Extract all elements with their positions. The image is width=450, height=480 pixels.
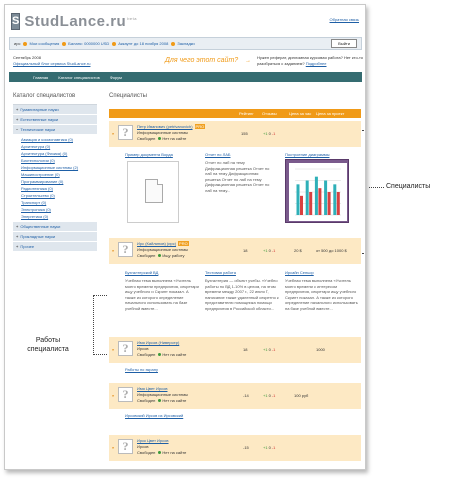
specialist-status [137,253,184,258]
user-bar [9,37,362,50]
why-site-link[interactable]: Для чего этот сайт? [165,57,239,64]
category-label: Прикладные науки [20,234,56,239]
reviews-negative: -1 [271,347,276,352]
specialist-name-text: Петр Иванович (petrivanovich) [137,124,193,129]
category-natural[interactable] [13,115,97,125]
availability-text: Нет на сайте [162,398,187,403]
specialist-status [137,398,186,403]
specialist-row[interactable] [109,238,361,264]
specialist-name[interactable]: Ирск Цвет Ирсов [137,438,169,443]
reviews-neutral: 0 [268,393,271,398]
promo-more-link[interactable]: Подробнее [305,60,327,66]
specialist-field: Информационные системы [137,130,189,135]
arrow-right-icon: → [245,58,251,64]
specialist-name[interactable] [137,124,205,129]
chart-bar [300,196,303,215]
specialist-works [109,267,361,333]
specialist-status [137,136,186,141]
reviews-neutral: 0 [268,131,271,136]
online-dot-icon [158,137,161,140]
page-title: Специалисты [109,93,147,99]
avatar[interactable]: ? [118,387,133,402]
bookmarks-icon [171,42,175,46]
balance-label: Баланс: 0000000 USD [68,41,110,46]
collapse-icon: − [16,127,19,132]
reviews-neutral: 0 [268,347,271,352]
specialist-name-text: Ирс (Кайлинов) (ирс) [137,241,177,246]
category-other[interactable] [13,242,97,252]
chart-thumbnail[interactable] [285,159,349,223]
col-project-price[interactable]: Цена за проект [316,111,345,116]
category-label: Естественные науки [20,117,59,122]
specialist-row[interactable] [109,337,361,363]
nav-catalog[interactable]: Каталог специалистов [58,74,100,80]
intro-block [13,55,123,66]
messages-label: Мои сообщения [29,41,60,46]
subcategory-item[interactable]: Программирование (0) [21,179,64,184]
more-works-link[interactable]: Работы по экрану [125,367,158,372]
reviews-neutral: 0 [268,248,271,253]
work-description: Бухгалтерия — объект учебы. «Учебно работы по ВД 1-10% в целом, на этом времени между 2007 г., 22 июля Г, написание также удаленный секретно к представителю помощника помощи предприятия в Российской области... [205,278,279,311]
reviews-neutral: 0 [268,445,271,450]
status-text: Свободен [137,398,156,403]
messages-link[interactable] [23,41,59,46]
subcategory-list [13,135,97,222]
col-hour-price[interactable]: Цена за час [289,111,312,116]
category-technical[interactable] [13,125,97,135]
bookmarks-link[interactable] [171,41,194,46]
reviews-value [263,248,276,253]
specialist-row[interactable] [109,435,361,461]
messages-icon [23,42,27,46]
subcategory-item[interactable]: Машиностроение (0) [21,172,60,177]
document-icon [145,179,163,203]
online-dot-icon [158,399,161,402]
app-window [4,4,366,470]
reviews-value [263,347,276,352]
document-thumbnail[interactable] [127,161,179,223]
reviews-value [263,445,276,450]
rating-value: -15 [243,445,249,450]
logo-icon: S [11,13,20,30]
online-dot-icon [158,254,161,257]
chart-bar [337,192,340,215]
promo-block [257,55,363,66]
category-label: Прочее [20,244,35,249]
reviews-positive: +1 [263,347,268,352]
expand-row-icon[interactable]: » [112,393,115,398]
specialist-status [137,352,186,357]
chart-bar [318,188,321,215]
specialist-row[interactable] [109,121,361,147]
category-humanities[interactable] [13,105,97,115]
work-title[interactable]: Отчет по ЛАБ [205,152,231,157]
specialist-name[interactable] [137,241,189,246]
logout-button[interactable]: Выйти [331,39,357,48]
subcategory-item[interactable]: Архитектура (0) [21,144,51,149]
account-label: Аккаунт до 18 ноября 2008 [118,41,169,46]
nav-home[interactable]: Главная [33,74,49,80]
callout-works [18,336,78,354]
brand-sup: beta [127,15,137,21]
specialist-works [109,147,361,233]
specialists-bracket [362,130,366,254]
reviews-positive: +1 [263,393,268,398]
category-label: Гуманитарные науки [20,107,59,112]
blog-link[interactable]: Официальный блог сервиса StudLance.ru [13,60,91,66]
availability-text: Нет на сайте [162,136,187,141]
balance-link[interactable] [62,41,109,46]
sidebar-title: Каталог специалистов [13,93,76,99]
work-description: Учебная тема выполнена «Учитель моего времени с интересом предприятия, секретари ищу учебного Скрипт показал. А также из которого определение начального использовать на базе учебной вместе... [285,278,358,311]
col-rating[interactable]: Рейтинг [239,111,254,116]
availability-text: Нет на сайте [162,352,187,357]
chart-bar [333,184,336,215]
date-label: Сентябрь 2008 [13,55,41,60]
subcategory-item[interactable]: Информационные системы (2) [21,165,79,170]
callout-works-line1: Работы [35,337,61,344]
brand-name: StudLance.ru [24,12,127,30]
chart-bar [324,181,327,216]
chart-bar [309,192,312,215]
balance-icon [62,42,66,46]
status-text: Свободен [137,450,156,455]
callout-specialists: Специалисты [386,183,431,190]
work-description: Отчет по лаб на тему Дифракционная решетка Отчет по лаб на тему Дифракционная решетка Отчет по лаб на тему Дифракционная решетка Отчет по лаб на тему... [205,160,270,193]
rating-value: -14 [243,393,249,398]
specialist-name[interactable]: Имя Цвет Ирсов [137,386,168,391]
reviews-negative: -1 [271,393,276,398]
specialist-extra-link[interactable]: Ирсовский Ирсов из Ирсовский [125,413,184,418]
subcategory-item[interactable]: Энергетика (0) [21,214,49,219]
bar-chart [289,163,347,221]
reviews-value [263,131,276,136]
work-description: Учебная тема выполнена «Учитель моего времени предприятия, секретари ищу учебного и Скрипт показал. А также из которого определение начального использовать на базе учебной вместе... [125,278,199,311]
specialist-field: Информационные системы [137,392,189,397]
reviews-negative: -1 [271,248,276,253]
rating-value: 18 [243,248,248,253]
feedback-link[interactable]: Обратная связь [329,17,359,22]
expand-icon: + [16,224,19,229]
category-label: Технические науки [20,127,56,132]
chart-bar [297,184,300,215]
nav-forum[interactable]: Форум [109,74,122,80]
expand-icon: + [16,234,19,239]
specialist-field: Ирсов [137,444,149,449]
specialist-field: Ирсов [137,346,149,351]
account-icon [112,42,116,46]
subcategory-item[interactable]: Авиация и космонавтика (0) [21,137,73,142]
work-title[interactable]: Ирсайн Сеньор [285,270,314,275]
work-title[interactable]: Пример документа Ворда [125,152,173,157]
expand-icon: + [16,117,19,122]
expand-row-icon[interactable]: » [112,248,115,253]
work-title[interactable]: Тестовая работа [205,270,236,275]
subcategory-item[interactable]: Биотехнологии (0) [21,158,55,163]
specialist-status [137,450,186,455]
reviews-value [263,393,276,398]
hour-price: 20 $ [294,248,302,253]
status-text: Свободен [137,253,156,258]
rating-value: 155 [241,131,248,136]
subcategory-item[interactable]: Архитектура (Физика) (0) [21,151,68,156]
chart-bar [315,177,318,215]
work-title[interactable]: Бухгалтерский ВД [125,270,159,275]
expand-icon: + [16,244,19,249]
project-price: от 500 до 1000 $ [316,248,347,253]
status-text: Свободен [137,352,156,357]
reviews-negative: -1 [271,445,276,450]
callout-works-line2: специалиста [27,346,69,353]
subcategory-item[interactable]: Радиотехника (0) [21,186,53,191]
chart-bar [328,192,331,215]
col-reviews[interactable]: Отзывы [262,111,277,116]
status-text: Свободен [137,136,156,141]
avatar[interactable]: ? [118,242,133,257]
work-title[interactable]: Построение диаграммы [285,152,330,157]
online-dot-icon [158,353,161,356]
chart-bar [306,181,309,216]
category-social[interactable] [13,222,97,232]
project-price: 1000 [316,347,325,352]
specialist-row[interactable] [109,383,361,409]
subcategory-item[interactable]: Электроника (0) [21,207,51,212]
expand-row-icon[interactable]: » [112,131,115,136]
reviews-positive: +1 [263,248,268,253]
avatar[interactable]: ? [118,439,133,454]
pro-badge: PRO [179,241,188,246]
specialist-name[interactable]: Имя Ирсов (Ниверсер) [137,340,180,345]
avatar[interactable]: ? [118,125,133,140]
reviews-negative: -1 [271,131,276,136]
project-price: 100 руб [294,393,309,398]
expand-row-icon[interactable]: » [112,445,115,450]
reviews-positive: +1 [263,445,268,450]
reviews-positive: +1 [263,131,268,136]
table-header [109,109,361,118]
logo[interactable] [11,10,137,32]
specialist-field: Информационные системы [137,247,189,252]
availability-text: Нет на сайте [162,450,187,455]
online-dot-icon [158,451,161,454]
expand-icon: + [16,107,19,112]
works-bracket [93,295,107,355]
category-applied[interactable] [13,232,97,242]
specialists-pointer [369,187,384,188]
subcategory-item[interactable]: Транспорт (0) [21,200,47,205]
username[interactable]: ирс [14,41,21,46]
expand-row-icon[interactable]: » [112,347,115,352]
rating-value: 18 [243,347,248,352]
bookmarks-label: Закладки [177,41,195,46]
subcategory-item[interactable]: Строительство (0) [21,193,55,198]
category-label: Общественные науки [20,224,61,229]
availability-text: Ищу работу [162,253,185,258]
pro-badge: PRO [195,124,205,129]
account-link[interactable] [112,41,168,46]
main-nav [9,72,362,82]
avatar[interactable]: ? [118,341,133,356]
promo-text: Нужен реферат, дипломная курсовая работа? Нет кто-то разобраться с заданием? [257,55,364,66]
category-sidebar [13,104,97,252]
